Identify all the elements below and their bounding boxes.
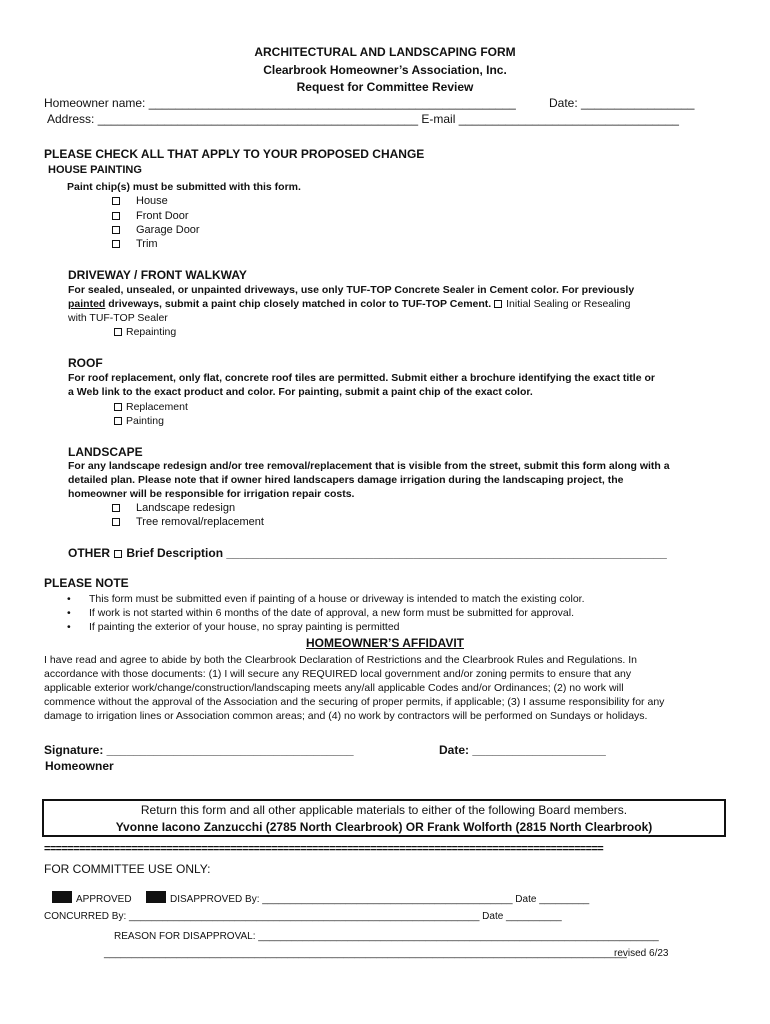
house-painting-note: Paint chip(s) must be submitted with this form. bbox=[67, 181, 301, 193]
affidavit-line: applicable exterior work/change/construction/landscaping meets any/all applicable Codes and/or Ordinances; (2) no work will bbox=[44, 682, 624, 694]
return-instructions-box bbox=[42, 799, 726, 837]
other-label: OTHER bbox=[68, 546, 110, 560]
concurred-field[interactable]: CONCURRED By: _______________________________________________________________ Date __________ bbox=[44, 911, 562, 922]
roof-line-1: For roof replacement, only flat, concrete roof tiles are permitted. Submit either a brochure identifying the exact title or bbox=[68, 372, 655, 384]
checkbox-icon bbox=[146, 891, 166, 903]
roof-line-2: a Web link to the exact product and color. For painting, submit a paint chip of the exact color. bbox=[68, 386, 533, 398]
homeowner-label: Homeowner bbox=[45, 759, 114, 773]
checkbox-icon bbox=[52, 891, 72, 903]
driveway-heading: DRIVEWAY / FRONT WALKWAY bbox=[68, 268, 247, 282]
return-instructions-line-1: Return this form and all other applicable materials to either of the following Board members. bbox=[140, 803, 628, 817]
affidavit-line: accordance with those documents: (1) I will secure any REQUIRED local government and/or zoning permits to ensure that any bbox=[44, 668, 632, 680]
please-note-heading: PLEASE NOTE bbox=[44, 576, 129, 590]
house-painting-heading: HOUSE PAINTING bbox=[48, 164, 142, 176]
organization-name: Clearbrook Homeowner’s Association, Inc. bbox=[263, 63, 507, 77]
driveway-line-2 bbox=[68, 298, 630, 310]
other-row bbox=[68, 546, 667, 560]
checkbox-label: Garage Door bbox=[136, 224, 200, 236]
driveway-line-3: with TUF-TOP Sealer bbox=[68, 312, 168, 324]
checkbox-label: Initial Sealing or Resealing bbox=[506, 298, 631, 310]
checkbox-icon bbox=[112, 226, 120, 234]
signature-field[interactable]: Signature: _____________________________________ bbox=[44, 743, 354, 757]
affidavit-line: damage to irrigation lines or Association common areas; and (4) no work by contractors will be performed on Sundays or holidays. bbox=[44, 710, 648, 722]
disapproved-checkbox[interactable] bbox=[146, 891, 589, 905]
checkbox-other[interactable] bbox=[113, 546, 126, 560]
landscape-heading: LANDSCAPE bbox=[68, 445, 143, 459]
checkbox-icon bbox=[114, 403, 122, 411]
homeowner-name-field[interactable]: Homeowner name: _______________________________________________________ bbox=[44, 96, 516, 110]
form-title: ARCHITECTURAL AND LANDSCAPING FORM bbox=[254, 45, 516, 59]
date-field[interactable]: Date: _________________ bbox=[549, 96, 695, 110]
checkbox-label: Replacement bbox=[126, 401, 188, 413]
driveway-line-2-text: driveways, submit a paint chip closely matched in color to TUF-TOP Cement. bbox=[105, 298, 492, 310]
checkbox-label: Repainting bbox=[126, 326, 177, 338]
affidavit-line: commence without the approval of the Association and the securing of proper permits, if applicable; (3) I assume responsibility for any bbox=[44, 696, 665, 708]
disapproved-field[interactable]: DISAPPROVED By: _____________________________________________ Date _________ bbox=[170, 894, 590, 905]
checkbox-label: House bbox=[136, 195, 168, 207]
signature-date-field[interactable]: Date: ____________________ bbox=[439, 743, 606, 757]
checkbox-label: Painting bbox=[126, 415, 164, 427]
approved-checkbox[interactable] bbox=[52, 891, 132, 905]
revision-note: revised 6/23 bbox=[614, 948, 669, 959]
check-all-heading: PLEASE CHECK ALL THAT APPLY TO YOUR PROPOSED CHANGE bbox=[44, 147, 425, 161]
checkbox-label: Landscape redesign bbox=[136, 502, 236, 514]
divider-line: ================================================================================================ bbox=[44, 843, 604, 855]
affidavit-line: I have read and agree to abide by both the Clearbrook Declaration of Restrictions and the Clearbrook Rules and Regulations. In bbox=[44, 654, 638, 666]
roof-heading: ROOF bbox=[68, 356, 103, 370]
checkbox-roof-painting[interactable] bbox=[114, 415, 164, 427]
reason-field[interactable]: REASON FOR DISAPPROVAL: ________________________________________________________________________ bbox=[114, 931, 659, 942]
checkbox-icon bbox=[114, 550, 122, 558]
checkbox-icon bbox=[112, 518, 120, 526]
checkbox-icon bbox=[112, 212, 120, 220]
form-subtitle: Request for Committee Review bbox=[296, 80, 474, 94]
landscape-line-3: homeowner will be responsible for irrigation repair costs. bbox=[68, 488, 355, 500]
checkbox-icon bbox=[112, 197, 120, 205]
board-members-line: Yvonne Iacono Zanzucchi (2785 North Clearbrook) OR Frank Wolforth (2815 North Clearbrook) bbox=[115, 820, 653, 834]
checkbox-roof-replacement[interactable] bbox=[114, 401, 188, 413]
checkbox-icon bbox=[114, 328, 122, 336]
landscape-line-2: detailed plan. Please note that if owner hired landscapers damage irrigation during the landscaping project, the bbox=[68, 474, 624, 486]
checkbox-label: Tree removal/replacement bbox=[136, 516, 264, 528]
checkbox-label: Trim bbox=[136, 238, 158, 250]
approved-label: APPROVED bbox=[76, 894, 132, 905]
driveway-line-1: For sealed, unsealed, or unpainted driveways, use only TUF-TOP Concrete Sealer in Cement color. For previously bbox=[68, 284, 635, 296]
checkbox-icon bbox=[114, 417, 122, 425]
checkbox-icon bbox=[494, 300, 502, 308]
checkbox-icon bbox=[112, 240, 120, 248]
brief-description-field[interactable]: Brief Description __________________________________________________________________ bbox=[126, 546, 667, 560]
address-email-field[interactable]: Address: ________________________________________________ E-mail _________________________________ bbox=[47, 112, 679, 126]
committee-heading: FOR COMMITTEE USE ONLY: bbox=[44, 862, 211, 876]
reason-continuation-line[interactable]: ______________________________________________________________________________________________ bbox=[104, 948, 627, 959]
checkbox-initial-sealing[interactable] bbox=[494, 298, 630, 310]
checkbox-icon bbox=[112, 504, 120, 512]
checkbox-repainting[interactable] bbox=[114, 326, 176, 338]
driveway-painted-word: painted bbox=[68, 298, 106, 310]
checkbox-label: Front Door bbox=[136, 210, 189, 222]
landscape-line-1: For any landscape redesign and/or tree removal/replacement that is visible from the street, submit this form along with a bbox=[68, 460, 670, 472]
affidavit-heading: HOMEOWNER’S AFFIDAVIT bbox=[306, 636, 464, 650]
